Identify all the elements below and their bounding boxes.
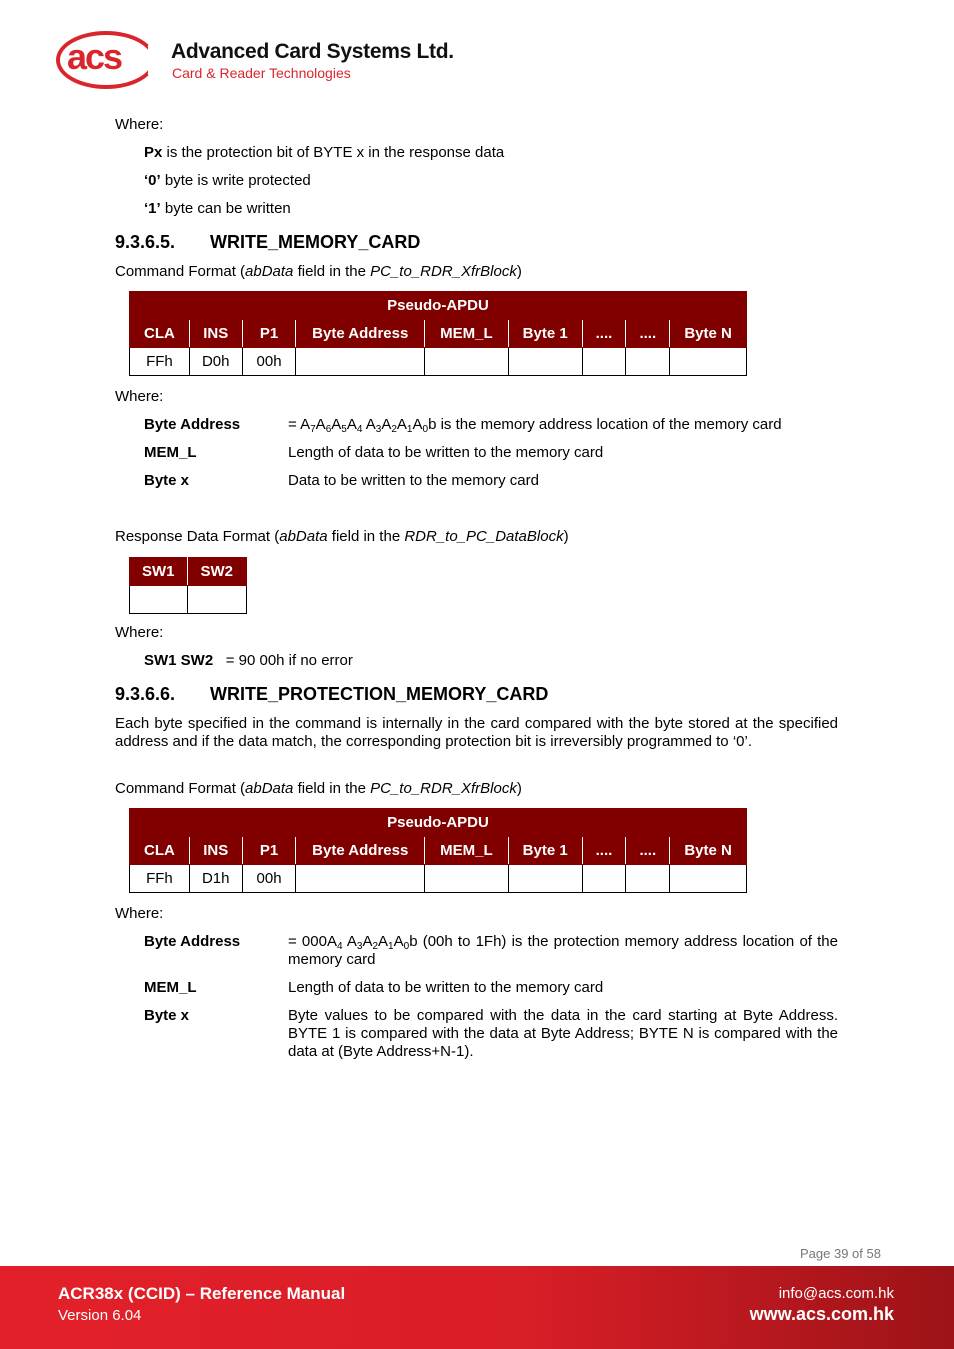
table-cell [582,865,626,893]
sw-definition: SW1 SW2 = 90 00h if no error [144,652,353,669]
command-format-line: Command Format (abData field in the PC_to_RDR_XfrBlock) [115,780,522,797]
col-header: .... [582,837,626,865]
table-cell: 00h [242,348,296,376]
def-term: Byte x [144,1007,190,1024]
def-desc: = $000A_4$ $A_3A_2A_1A_0b$ (00h to 1Fh) is the protection memory address location of the memory card [288,933,838,968]
col-header: P1 [242,837,296,865]
col-header: .... [626,837,670,865]
one-definition: ‘1’ byte can be written [144,200,291,217]
def-desc: Length of data to be written to the memory card [288,979,604,996]
where-label: Where: [115,116,164,133]
table-header-row [130,320,747,348]
table-cell [626,865,670,893]
col-header: Byte Address [296,320,425,348]
col-header: .... [582,320,626,348]
table-cell [508,348,582,376]
table-header-row [130,558,247,586]
table-title: Pseudo-APDU [130,292,747,320]
table-cell [626,348,670,376]
table-cell: D0h [189,348,242,376]
table-cell [296,348,425,376]
def-term: MEM_L [144,444,197,461]
table-cell [130,586,188,614]
col-header: SW1 [130,558,188,586]
def-term: Byte x [144,472,190,489]
table-cell: D1h [189,865,242,893]
col-header: INS [189,837,242,865]
table-cell [187,586,246,614]
response-table [129,557,247,614]
col-header: P1 [242,320,296,348]
col-header: Byte 1 [508,837,582,865]
col-header: Byte 1 [508,320,582,348]
col-header: .... [626,320,670,348]
table-cell [425,348,509,376]
col-header: Byte N [670,837,747,865]
command-format-line: Command Format (abData field in the PC_to_RDR_XfrBlock) [115,263,522,280]
response-format-line: Response Data Format (abData field in the RDR_to_PC_DataBlock) [115,528,569,545]
col-header: MEM_L [425,320,509,348]
where-label: Where: [115,624,164,641]
table-cell: FFh [130,348,190,376]
def-term: MEM_L [144,979,197,996]
page-number: Page 39 of 58 [800,1246,881,1261]
col-header: INS [189,320,242,348]
table-cell: 00h [242,865,296,893]
company-tagline: Card & Reader Technologies [172,65,351,81]
table-row [130,865,747,893]
table-cell: FFh [130,865,190,893]
zero-definition: ‘0’ byte is write protected [144,172,311,189]
footer-bar [0,1266,954,1349]
section-description: Each byte specified in the command is internally in the card compared with the byte stored at the specified address and if the data match, the corresponding protection bit is irreversibly programmed to ‘0’. [115,715,838,750]
col-header: SW2 [187,558,246,586]
px-definition: Px is the protection bit of BYTE x in the response data [144,144,505,161]
def-desc: Byte values to be compared with the data in the card starting at Byte Address. BYTE 1 is compared with the data at Byte Address; BYTE N is compared with the data at (Byte Address+N-1). [288,1007,838,1060]
section-heading-write-memory-card: 9.3.6.5. WRITE_MEMORY_CARD [115,232,421,252]
table-header-row [130,837,747,865]
table-cell [508,865,582,893]
table-cell [670,865,747,893]
footer-title: ACR38x (CCID) – Reference Manual [58,1284,346,1303]
footer-version: Version 6.04 [58,1307,142,1324]
company-name: Advanced Card Systems Ltd. [171,40,454,63]
col-header: MEM_L [425,837,509,865]
pseudo-apdu-table [129,291,747,376]
where-label: Where: [115,388,164,405]
def-desc: Data to be written to the memory card [288,472,539,489]
table-cell [582,348,626,376]
def-term: Byte Address [144,933,241,950]
section-heading-write-protection-memory-card: 9.3.6.6. WRITE_PROTECTION_MEMORY_CARD [115,684,549,704]
table-title: Pseudo-APDU [130,809,747,837]
table-row [130,348,747,376]
def-term: Byte Address [144,416,241,433]
footer-email[interactable]: info@acs.com.hk [778,1285,894,1302]
table-row [130,586,247,614]
where-label: Where: [115,905,164,922]
table-cell [670,348,747,376]
table-cell [296,865,425,893]
footer-website[interactable]: www.acs.com.hk [749,1304,894,1324]
col-header: Byte Address [296,837,425,865]
col-header: CLA [130,320,190,348]
def-desc: = $A_7A_6A_5A_4$ $A_3A_2A_1A_0b$ is the memory address location of the memory card [288,416,782,435]
col-header: CLA [130,837,190,865]
pseudo-apdu-table [129,808,747,893]
logo-text: acs [67,36,122,77]
table-cell [425,865,509,893]
col-header: Byte N [670,320,747,348]
def-desc: Length of data to be written to the memory card [288,444,604,461]
